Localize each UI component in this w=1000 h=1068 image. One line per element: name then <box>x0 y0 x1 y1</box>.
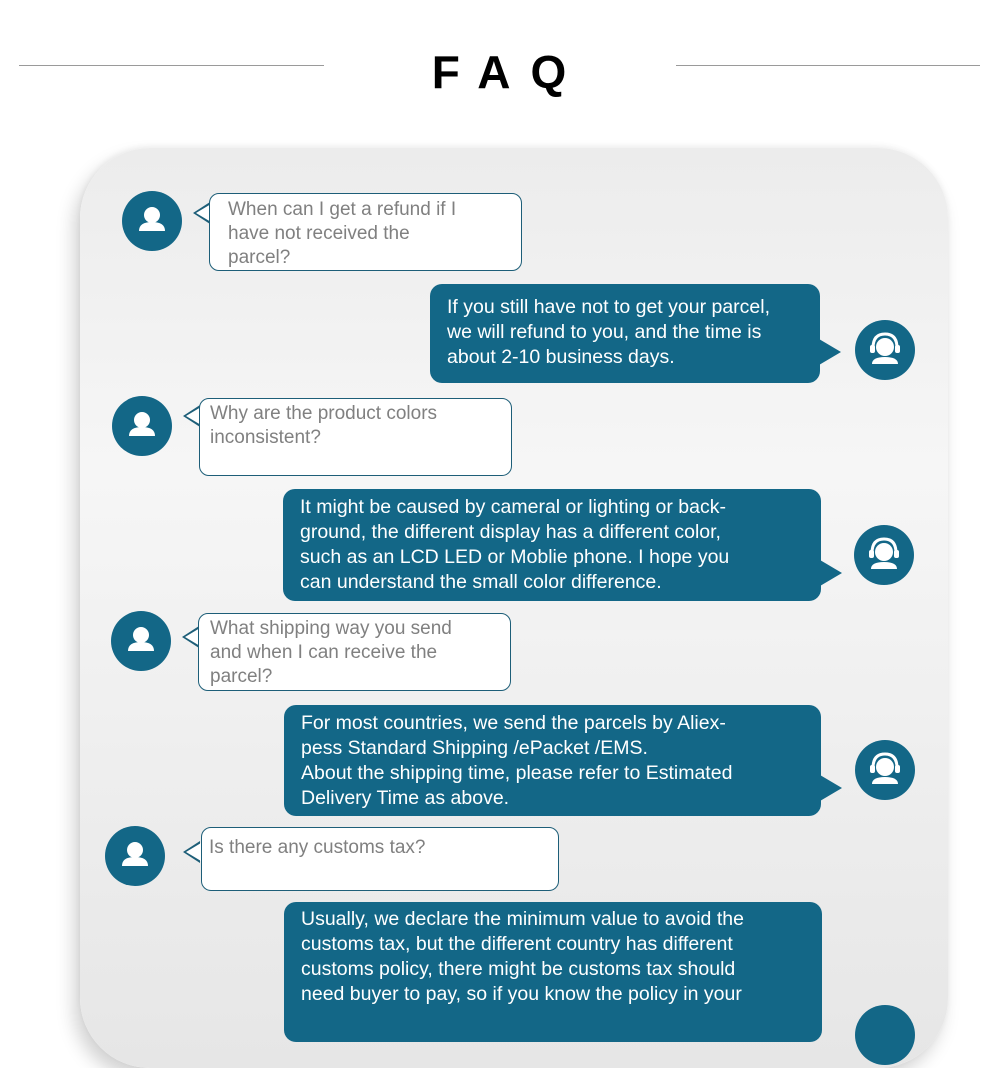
customer-avatar <box>122 191 182 251</box>
user-icon <box>105 826 165 886</box>
question-bubble <box>199 398 512 476</box>
page-title: FAQ <box>431 46 587 98</box>
question-text: Is there any customs tax? <box>209 837 426 858</box>
support-avatar <box>854 525 914 585</box>
answer-bubble <box>284 705 821 816</box>
question-bubble <box>198 613 511 691</box>
header-divider-right <box>676 65 980 66</box>
answer-text: If you still have not to get your parcel, we will refund to you, and the time is about 2-10 business days. <box>447 296 771 368</box>
user-icon <box>122 191 182 251</box>
question-bubble <box>209 193 522 271</box>
answer-bubble <box>283 489 821 601</box>
answer-text: For most countries, we send the parcels by Aliex- pess Standard Shipping /ePacket /EMS. About the shipping time, please refer to Estimated Delivery Time as above. <box>301 712 733 809</box>
headset-icon <box>855 740 915 800</box>
support-avatar <box>855 740 915 800</box>
answer-bubble <box>430 284 820 383</box>
support-avatar <box>855 320 915 380</box>
question-text: When can I get a refund if I have not received the parcel? <box>228 199 457 268</box>
customer-avatar <box>105 826 165 886</box>
answer-text: Usually, we declare the minimum value to avoid the customs tax, but the different country has different customs policy, there might be customs tax should need buyer to pay, so if you know the policy in your <box>301 908 744 1005</box>
question-bubble <box>201 827 559 891</box>
bubble-tail <box>819 339 841 365</box>
bubble-tail <box>186 843 201 861</box>
question-text: What shipping way you send and when I can receive the parcel? <box>210 618 452 687</box>
user-icon <box>111 611 171 671</box>
user-icon <box>112 396 172 456</box>
support-avatar <box>855 1005 915 1065</box>
answer-bubble <box>284 902 822 1042</box>
headset-icon <box>854 525 914 585</box>
question-text: Why are the product colors inconsistent? <box>210 403 438 448</box>
headset-icon <box>855 320 915 380</box>
customer-avatar <box>112 396 172 456</box>
bubble-tail <box>820 560 842 586</box>
bubble-tail <box>820 775 842 801</box>
customer-avatar <box>111 611 171 671</box>
answer-text: It might be caused by cameral or lighting or back- ground, the different display has a different color, such as an LCD LED or Moblie phone. I hope you can understand the small color difference. <box>300 496 730 593</box>
